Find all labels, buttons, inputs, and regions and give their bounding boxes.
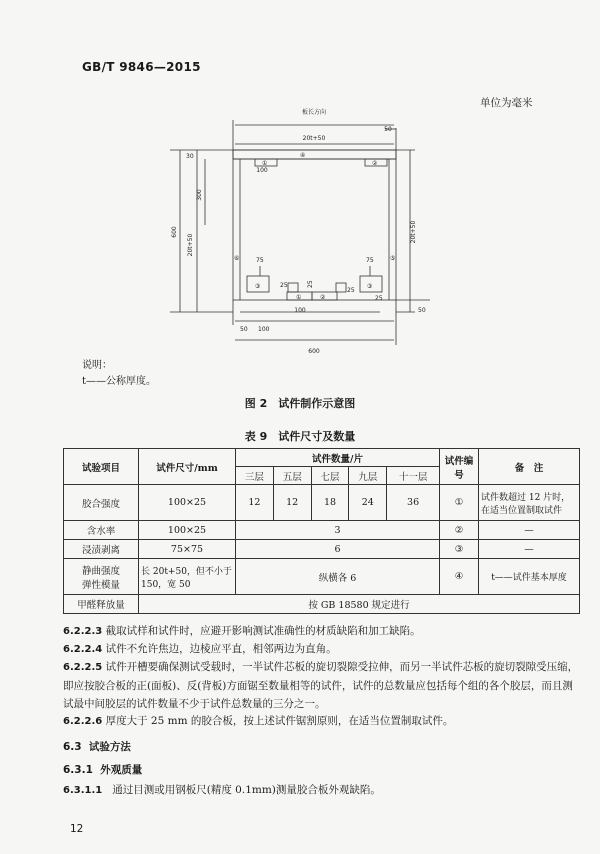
clause-text: 试件开槽要确保测试受载时，一半试件芯板的旋切裂隙受拉伸，而另一半试件芯板的旋切裂隙受压缩，即应按胶合板的正(面板)、反(背板)方面锯至数量相等的试件，试件的总数量应包括每个组的各个胶层，而且测试最中间胶层的试件数量不少于试件总数量的三分之一。 (63, 661, 579, 710)
cell-qty: 24 (349, 485, 387, 521)
label-bottom-50: 50 (240, 326, 248, 333)
subsection-number: 6.3.1 (63, 764, 93, 776)
label-circ3-left: ③ (255, 283, 261, 290)
cell-note: — (479, 540, 580, 559)
cell-qty: 纵横各 6 (236, 559, 440, 595)
header-layer: 九层 (349, 467, 387, 485)
cell-note: t——试件基本厚度 (479, 559, 580, 595)
clause-6-2-2-3 (63, 622, 583, 641)
cell-qty: 3 (236, 521, 440, 540)
clause-text: 厚度大于 25 mm 的胶合板，按上述试件锯割原则，在适当位置制取试件。 (105, 715, 454, 727)
label-left-300: 300 (196, 189, 203, 201)
cell-item: 甲醛释放量 (64, 595, 139, 614)
label-right-50: 50 (418, 307, 426, 314)
header-layer: 五层 (273, 467, 311, 485)
label-dim-25-d: 25 (375, 295, 383, 302)
clause-6-2-2-4 (63, 640, 583, 659)
label-left-30: 30 (186, 153, 194, 160)
cell-no: ④ (440, 559, 479, 595)
cell-no: ① (440, 485, 479, 521)
table-row (64, 485, 580, 521)
section-number: 6.3 (63, 741, 82, 753)
label-bottom-600: 600 (308, 348, 320, 355)
clause-6-2-2-5 (63, 658, 583, 713)
header-layer: 七层 (311, 467, 349, 485)
label-top-50: 50 (384, 126, 392, 133)
cell-no: ② (440, 521, 479, 540)
label-left-20t50: 20t+50 (187, 233, 194, 257)
cell-qty: 18 (311, 485, 349, 521)
cell-span: 按 GB 18580 规定进行 (139, 595, 580, 614)
label-left-600: 600 (171, 226, 178, 238)
label-circ3-right: ③ (367, 283, 373, 290)
header-layer: 三层 (236, 467, 274, 485)
label-bottom-100: 100 (258, 326, 270, 333)
clause-6-3-1-1 (63, 781, 583, 800)
explanation-label: 说明： (82, 360, 112, 371)
clause-number: 6.2.2.3 (63, 626, 103, 637)
label-dim-75-right: 75 (366, 257, 374, 264)
cell-item: 静曲强度 弹性模量 (64, 559, 139, 595)
standard-number: GB/T 9846—2015 (82, 60, 201, 74)
cell-note: — (479, 521, 580, 540)
clause-text: 通过目测或用钢板尺(精度 0.1mm)测量胶合板外观缺陷。 (112, 784, 381, 796)
label-circ1-top-left: ① (262, 160, 268, 167)
section-title: 试验方法 (88, 741, 131, 753)
cell-qty: 6 (236, 540, 440, 559)
header-layer: 十一层 (387, 467, 440, 485)
unit-note: 单位为毫米 (480, 97, 533, 109)
label-circ1-bottom: ① (296, 294, 302, 301)
label-circ4-top: ④ (300, 152, 306, 159)
table-row (64, 559, 580, 595)
label-dim-100-top: 100 (256, 167, 268, 174)
label-top-width: 20t+50 (302, 135, 326, 142)
label-dim-25-c: 25 (347, 287, 355, 294)
clause-number: 6.2.2.4 (63, 644, 103, 655)
table-row (64, 595, 580, 614)
clause-number: 6.2.2.6 (63, 716, 103, 727)
label-right-20t50: 20t+50 (410, 220, 417, 244)
clause-6-2-2-6 (63, 712, 583, 731)
subsection-title: 外观质量 (100, 764, 143, 776)
cell-no: ③ (440, 540, 479, 559)
label-dim-75-left: 75 (256, 257, 264, 264)
table-header-row (64, 449, 580, 467)
header-no: 试件编号 (440, 449, 479, 485)
page-number: 12 (70, 823, 84, 835)
cell-size: 100×25 (139, 521, 236, 540)
specimen-diagram (0, 0, 600, 360)
header-qty: 试件数量/片 (236, 449, 440, 467)
cell-item: 含水率 (64, 521, 139, 540)
label-circ2-bottom: ② (320, 294, 326, 301)
cell-size: 长 20t+50，但不小于 150，宽 50 (139, 559, 236, 595)
specimen-table (63, 448, 580, 614)
explanation-text: t——公称厚度。 (82, 376, 157, 387)
cell-item: 胶合强度 (64, 485, 139, 521)
label-circ5-right: ⑤ (390, 255, 396, 262)
label-dim-100-mid: 100 (294, 307, 306, 314)
cell-qty: 12 (273, 485, 311, 521)
label-dim-25-a: 25 (280, 282, 288, 289)
header-note: 备 注 (479, 449, 580, 485)
header-item: 试验项目 (64, 449, 139, 485)
clause-number: 6.2.2.5 (63, 662, 103, 673)
section-heading (63, 739, 131, 754)
table-row (64, 521, 580, 540)
header-size: 试件尺寸/mm (139, 449, 236, 485)
cell-qty: 36 (387, 485, 440, 521)
cell-size: 75×75 (139, 540, 236, 559)
table-row (64, 540, 580, 559)
clause-text: 试件不允许焦边，边棱应平直，相邻两边为直角。 (105, 643, 337, 655)
label-direction: 板长方向 (301, 109, 327, 116)
cell-item: 浸渍剥离 (64, 540, 139, 559)
label-circ2-top-right: ② (372, 160, 378, 167)
label-circ6-left: ⑥ (234, 255, 240, 262)
clause-text: 截取试样和试件时，应避开影响测试准确性的材质缺陷和加工缺陷。 (105, 625, 421, 637)
cell-note: 试件数超过 12 片时，在适当位置制取试件 (479, 485, 580, 521)
label-dim-25-b: 25 (307, 280, 314, 288)
cell-qty: 12 (236, 485, 274, 521)
cell-size: 100×25 (139, 485, 236, 521)
subsection-heading (63, 762, 142, 777)
table-caption: 表 9 试件尺寸及数量 (244, 430, 356, 443)
figure-caption: 图 2 试件制作示意图 (244, 397, 356, 410)
clause-number: 6.3.1.1 (63, 785, 103, 796)
